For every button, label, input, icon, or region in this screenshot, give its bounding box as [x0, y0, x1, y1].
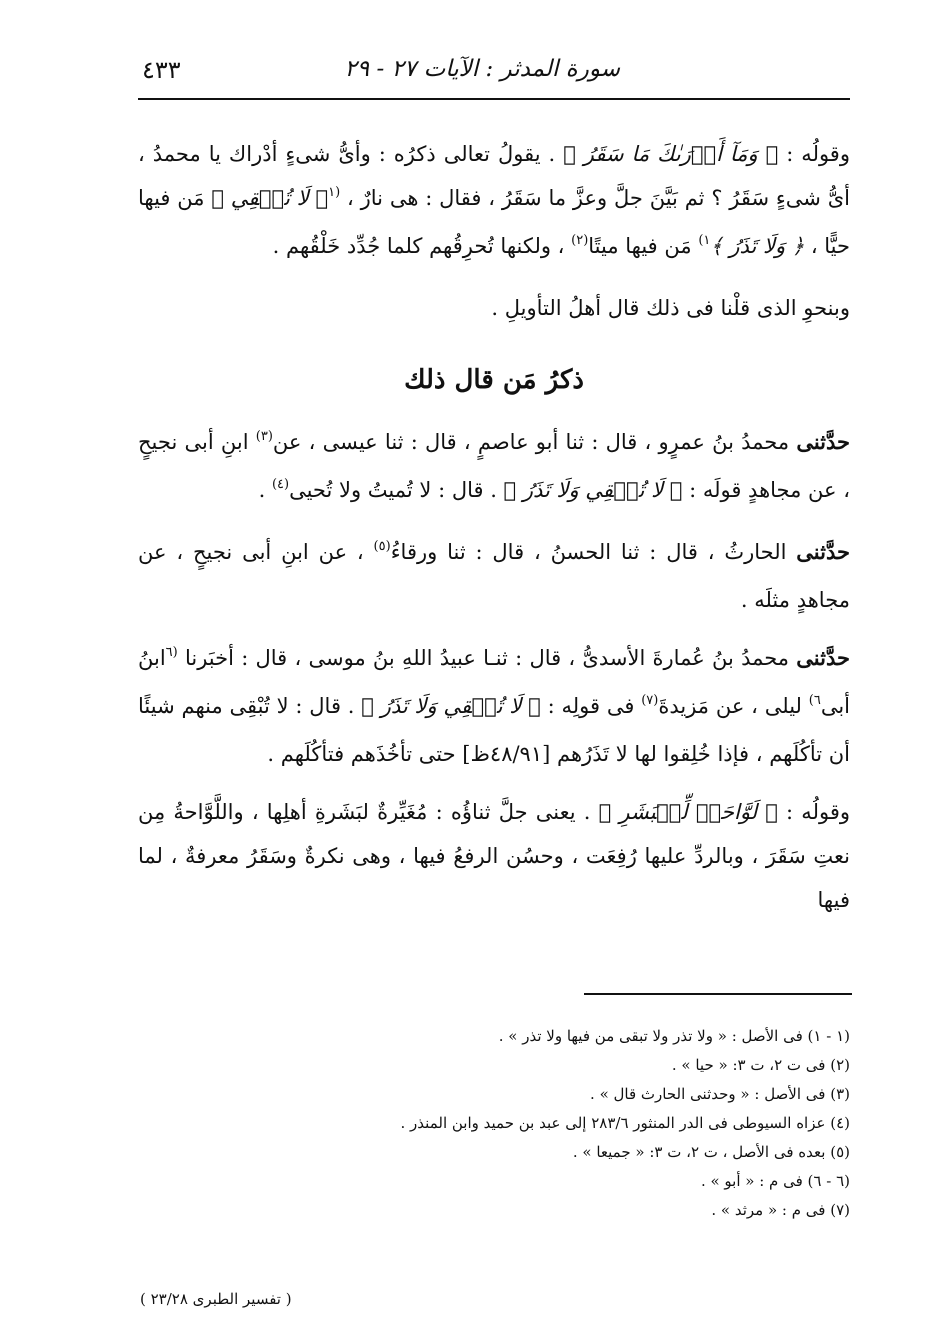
footnote-marker: ١)	[698, 233, 711, 248]
running-title: سورة المدثر : الآيات ٢٧ - ٢٩	[344, 56, 620, 82]
quran-quote: ﴿ وَمَآ أَدۡرَىٰكَ مَا سَقَرُ ﴾	[563, 142, 779, 166]
text-run: . قال : لا تُميتُ ولا تُحيى	[289, 478, 504, 502]
text-run: . يعنى جلَّ ثناؤُه : مُغَيِّرةٌ لبَشَرةِ أهلِها ، واللَّوَّاحةُ مِن نعتِ سَقَرَ ، وبالردِّ عليها رُفِعَت ، وحسُن الرفعُ فيها ، وهى نكرةٌ وسَقَرُ معرفةٌ ، لما فيها	[138, 800, 850, 912]
paragraph-3	[138, 420, 850, 516]
volume-signature: ( تفسير الطبرى ٢٣/٢٨ )	[140, 1290, 292, 1308]
page-number: ٤٣٣	[142, 56, 181, 84]
text-run: مَن فيها حيًّا ،	[138, 186, 850, 258]
quran-quote: ﴿ لَا تُبۡقِي ﴾	[211, 186, 329, 210]
text-run: . يقولُ تعالى ذكرُه : وأىُّ شىءٍ أدْراك يا محمدُ ، أىُّ شىءٍ سَقَرُ ؟ ثم بَيَّنَ جلَّ وعزَّ ما سَقَرُ ، فقال : هى نارٌ ،	[138, 142, 850, 210]
footnote-5: (٥) بعده فى الأصل ، ت ٢، ت ٣: « جميعا » .	[572, 1143, 850, 1161]
footnote-4: (٤) عزاه السيوطى فى الدر المنثور ٢٨٣/٦ إلى عبد بن حميد وابن المنذر .	[400, 1114, 850, 1132]
narration-lead: حدَّثنى	[796, 539, 850, 564]
footnote-marker: (٢)	[571, 233, 589, 248]
text-run: وقولُه :	[777, 800, 850, 824]
quran-quote: ﴿ لَا تُبۡقِي وَلَا تَذَرُ ﴾	[503, 478, 683, 502]
footnote-marker: ٦)	[808, 693, 821, 708]
footnote-6: (٦ - ٦) فى م : « أبو » .	[700, 1172, 850, 1190]
text-run: مَن فيها ميتًا	[588, 234, 699, 258]
narration-lead: حدَّثنى	[796, 429, 851, 454]
footnotes	[300, 1022, 850, 1225]
quran-quote: ﴿ لَا تُبۡقِي وَلَا تَذَرُ ﴾	[361, 694, 541, 718]
text-run: ابنُ أبى	[138, 646, 850, 718]
text-run: ليلى ، عن مَزيدةَ	[658, 694, 809, 718]
footnote-marker: (٧)	[641, 693, 659, 708]
text-run: وقولُه :	[778, 142, 850, 166]
text-run: الحارثُ ، قال : ثنا الحسنُ ، قال : ثنا ورقاءُ	[390, 540, 797, 564]
page-header	[138, 52, 850, 92]
footnote-2: (٢) فى ت ٢، ت ٣: « حيا » .	[671, 1056, 850, 1074]
text-run: . قال : لا تُبْقِى منهم شيئًا أن تأكُلَهم ، فإذا خُلِقوا لها لا تَذَرُهم	[138, 694, 850, 766]
main-text	[138, 132, 850, 922]
text-run: محمدُ بنُ عمرٍو ، قال : ثنا أبو عاصمٍ ، قال : ثنا عيسى ، عن	[272, 430, 797, 454]
footnote-marker: (٥)	[373, 539, 391, 554]
paragraph-1	[138, 132, 850, 272]
text-run: .	[258, 478, 272, 502]
narration-lead: حدَّثنى	[796, 645, 850, 670]
paragraph-4	[138, 530, 850, 622]
footnote-marker: (٤)	[271, 477, 290, 492]
text-run: ابنِ أبى نجيحٍ ، عن مجاهدٍ قولَه :	[138, 430, 850, 502]
text-run: محمدُ بنُ عُمارةَ الأسدىُّ ، قال : ثنـا عبيدُ اللهِ بنُ موسى ، قال : أخبَرنا	[177, 646, 797, 670]
footnote-marker: (٦	[165, 645, 178, 660]
manuscript-reference: [٤٨/٩١ظ]	[462, 742, 551, 766]
footnote-7: (٧) فى م : « مرثد » .	[711, 1201, 850, 1219]
paragraph-5	[138, 636, 850, 776]
section-heading: ذكرُ مَن قال ذلك	[404, 365, 584, 395]
quran-quote: ﴿ وَلَا تَذَرُ ﴾	[710, 234, 805, 258]
footnote-rule	[584, 993, 852, 995]
paragraph-6	[138, 790, 850, 922]
footnote-marker: (٣)	[255, 429, 273, 444]
text-run: حتى تأخُذَهم فتأكُلَهم .	[267, 742, 463, 766]
footnote-marker: (١	[328, 185, 341, 200]
text-run: ، ولكنها تُحرِقُهم كلما جُدِّد خَلْقُهم .	[272, 234, 572, 258]
quran-quote: ﴿ لَوَّاحَةٞ لِّلۡبَشَرِ ﴾	[598, 800, 778, 824]
text-run: فى قولِه :	[540, 694, 642, 718]
paragraph-2: وبنحوِ الذى قلْنا فى ذلك قال أهلُ التأويلِ .	[491, 296, 850, 320]
footnote-1: (١ - ١) فى الأصل : « ولا تذر ولا تبقى من فيها ولا تذر » .	[498, 1027, 850, 1045]
header-rule	[138, 98, 850, 100]
footnote-3: (٣) فى الأصل : « وحدثنى الحارث قال » .	[590, 1085, 850, 1103]
text-run: ، عن ابنِ أبى نجيحٍ ، عن مجاهدٍ مثلَه .	[138, 540, 850, 612]
